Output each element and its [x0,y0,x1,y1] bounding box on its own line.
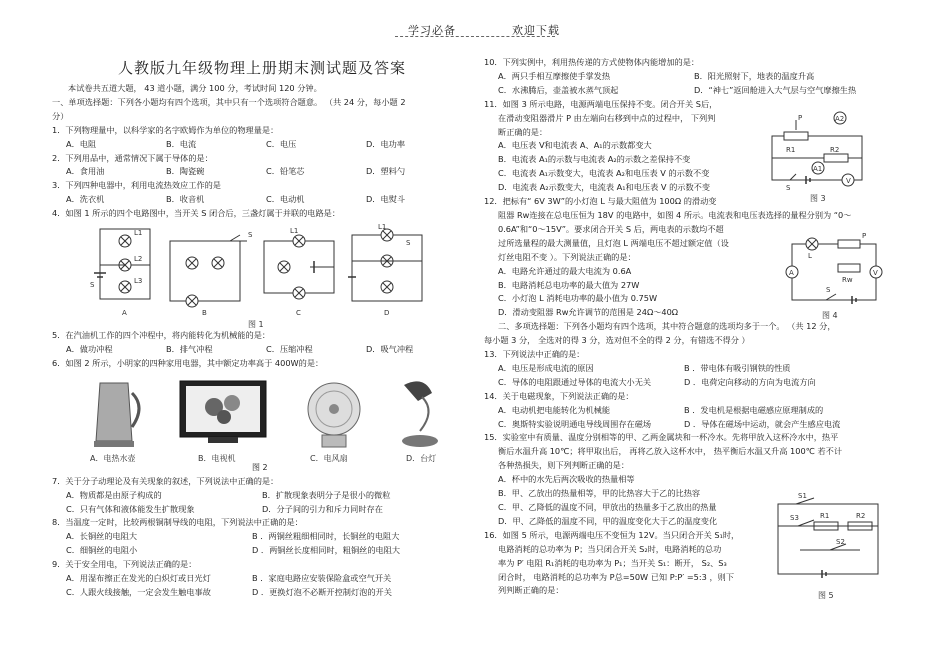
option-b: B．阳光照射下，地表的温度升高 [694,70,815,81]
option-c: C．电动机 [266,194,305,205]
question-15-option-a: A．杯中的水先后两次吸收的热量相等 [498,474,635,485]
page-title: 人教版九年级物理上册期末测试题及答案 [117,59,406,77]
question-11-option-d: D．电流表 A₂示数变大，电流表 A₁和电压表 V 的示数不变 [498,182,711,193]
option-c: C．水沸腾后，壶盖被水蒸气顶起 [498,84,619,95]
question-9-options-ab [52,572,472,586]
option-d: D ．导体在磁场中运动，就会产生感应电流 [684,418,841,429]
label-s1: S1 [798,492,807,500]
option-b: B ．两铜丝粗细相同时，长铜丝的电阻大 [252,531,400,542]
option-b: B ．带电体有吸引钢铁的性质 [684,362,791,373]
label-television: B．电视机 [198,453,236,463]
label-rw: Rw [842,276,853,284]
question-2: 2．下列用品中，通常情况下属于导体的是： [52,152,213,163]
figure-2-appliances [52,371,472,469]
question-13-options-cd [484,376,904,390]
label-s: S [786,184,791,192]
question-12-line-4: 过所选量程的最大测量值，且灯泡 L 两端电压不超过额定值（设 [498,237,729,248]
option-a: A．食用油 [66,166,105,177]
question-11-option-b: B．电流表 A₁的示数与电流表 A₂的示数之差保持不变 [498,154,691,165]
question-10-options-cd [484,84,904,98]
label-r1: R1 [786,146,796,154]
label-s: S [406,239,411,248]
subfigure-label-a: A [122,309,127,318]
label-r2: R2 [856,512,866,520]
question-12-line-3: 0.6A”和“0～15V”。要求闭合开关 S 后，两电表的示数均不超 [498,223,724,234]
label-r1: R1 [820,512,830,520]
label-s: S [826,286,831,294]
question-16-line-1: 16．如图 5 所示，电源两端电压不变恒为 12V。当只闭合开关 S₁时， [484,529,740,540]
question-3-options [52,193,472,207]
label-fan: C．电风扇 [310,453,348,463]
question-7-options-cd [52,503,472,517]
option-d: D．“神七”返回舱进入大气层与空气摩擦生热 [694,84,857,95]
figure-1-caption: 图 1 [248,320,264,330]
question-13: 13．下列说法中正确的是： [484,349,585,360]
question-16-line-3: 率为 P′ 电阻 R₁消耗的电功率为 P₁；当开关 S₁：断开， S₂、S₃ [498,557,727,568]
question-5: 5．在汽油机工作的四个冲程中，将内能转化为机械能的是： [52,330,271,341]
option-c: C．只有气体和液体能发生扩散现象 [66,503,195,514]
television-icon [180,381,266,443]
figure-1-circuits [52,221,472,329]
option-d: D．吸气冲程 [366,343,414,354]
option-c: C．导体的电阻跟通过导体的电流大小无关 [498,376,652,387]
question-15-line-3: 各种热损失，则下列判断正确的是： [498,460,630,471]
desk-lamp-icon [402,381,438,447]
label-s2: S2 [836,538,845,546]
question-7-options-ab [52,489,472,503]
question-4: 4．如图 1 所示的四个电路图中，当开关 S 闭合后，三盏灯属于并联的电路是： [52,208,341,219]
option-c: C．细铜丝的电阻小 [66,545,138,556]
option-d: D．分子间的引力和斥力同时存在 [262,503,383,514]
figure-5-circuit [770,488,890,606]
question-14-options-cd [484,418,904,432]
option-d: D ．电荷定向移动的方向为电流方向 [684,376,816,387]
question-15-option-b: B．甲、乙放出的热量相等，甲的比热容大于乙的比热容 [498,488,701,499]
question-1-options [52,138,472,152]
question-11-option-c: C．电流表 A₁示数变大，电流表 A₂和电压表 V 的示数不变 [498,168,710,179]
question-12-line-2: 阻器 Rw连接在总电压恒为 18V 的电路中，如图 4 所示。电流表和电压表选择的量程分别为 “0～ [498,209,852,220]
label-l1: L1 [378,223,387,232]
option-c: C．压缩冲程 [266,343,313,354]
option-c: C．铅笔芯 [266,166,305,177]
question-6: 6．如图 2 所示，小明家的四种家用电器，其中额定功率高于 400W的是： [52,357,324,368]
intro: 本试卷共五道大题， 43 道小题，满分 100 分，考试时间 120 分钟。 [68,83,322,93]
question-9-options-cd [52,586,472,600]
question-11-line-3: 断正确的是： [498,126,548,137]
label-lamp: D．台灯 [406,453,437,463]
option-b: B．扩散现象表明分子是很小的微粒 [262,489,391,500]
figure-5-caption: 图 5 [818,591,834,600]
option-d: D．塑料勺 [366,166,406,177]
question-11-option-a: A．电压表 V和电流表 A、A₁的示数都变大 [498,140,652,151]
question-12-option-a: A．电路允许通过的最大电流为 0.6A [498,265,632,276]
label-s: S [248,231,253,240]
header-left: 学习必备 [408,24,456,37]
question-13-options-ab [484,362,904,376]
option-a: A．洗衣机 [66,194,105,205]
option-a: A．两只手相互摩擦使手掌发热 [498,70,611,81]
question-16-line-4: 闭合时， 电路消耗的总功率为 P总=50W 已知 P:P′ =5:3 ，则下 [498,571,735,582]
label-ammeter: A [789,269,794,277]
option-b: B ．家庭电路应安装保险盒或空气开关 [252,573,392,584]
option-b: B．收音机 [166,194,205,205]
figure-3-caption: 图 3 [810,194,826,203]
question-16-line-5: 列判断正确的是： [498,585,564,596]
option-a: A．做功冲程 [66,343,113,354]
question-12-line-1: 12．把标有“ 6V 3W”的小灯泡 L 与最大阻值为 100Ω 的滑动变 [484,196,717,207]
question-1: 1．下列物理量中，以科学家的名字欧姆作为单位的物理量是： [52,124,279,135]
figure-4-circuit [782,230,892,322]
subfigure-label-b: B [202,309,207,318]
option-a: A．电压是形成电流的原因 [498,362,594,373]
question-12-option-d: D．滑动变阻器 Rw允许调节的范围是 24Ω～40Ω [498,307,679,318]
question-7: 7．关于分子动理论及有关现象的叙述，下列说法中正确的是： [52,475,279,486]
figure-4-caption: 图 4 [822,311,838,320]
question-16-line-2: 电路消耗的总功率为 P；当只闭合开关 S₂时，电路消耗的总功 [498,543,722,554]
question-8: 8．当温度一定时，比较两根铜制导线的电阻，下列说法中正确的是： [52,517,303,528]
question-3: 3．下列四种电器中，利用电流热效应工作的是 [52,180,221,191]
question-14: 14．关于电磁现象，下列说法正确的是： [484,390,634,401]
question-15-option-d: D．甲、乙降低的温度不同，甲的温度变化大于乙的温度变化 [498,515,718,526]
question-10: 10．下列实例中，利用热传递的方式使物体内能增加的是： [484,57,700,67]
kettle-icon [94,383,139,447]
label-ammeter-a1: A1 [813,165,823,173]
left-column [52,58,472,600]
option-a: A．用湿布擦正在发光的白炽灯或日光灯 [66,573,211,584]
label-voltmeter: V [846,177,851,185]
section2-heading: 二、多项选择题：下列各小题均有四个选项，其中符合题意的选项均多于一个。 （共 12 分， [498,321,836,332]
question-10-options-ab [484,70,904,84]
label-l3: L3 [134,277,143,286]
question-15-option-c: C．甲、乙降低的温度不同，甲放出的热量多于乙放出的热量 [498,502,717,512]
section2-heading-cont: 每小题 3 分， 全选对的得 3 分，选对但不全的得 2 分，有错选不得分 ） [484,335,750,346]
option-d: D．电功率 [366,138,406,149]
subfigure-label-c: C [296,309,301,318]
option-b: B ．发电机是根据电磁感应原理制成的 [684,404,824,415]
question-5-options [52,343,472,357]
label-l: L [808,252,812,260]
option-b: B．陶瓷碗 [166,166,205,177]
label-voltmeter: V [873,269,878,277]
label-ammeter-a2: A2 [835,115,845,123]
question-14-options-ab [484,404,904,418]
option-a: A．长铜丝的电阻大 [66,531,138,542]
option-a: A．电动机把电能转化为机械能 [498,404,611,415]
question-12-option-b: B．电路消耗总电功率的最大值为 27W [498,279,640,290]
question-11-line-2: 在滑动变阻器滑片 P 由左端向右移到中点的过程中， 下列判 [498,112,716,123]
header-right: 欢迎下载 [512,24,560,37]
option-a: A．物质都是由原子构成的 [66,489,162,500]
section1-heading-cont: 分） [52,110,69,121]
option-d: D ．两铜丝长度相同时，粗铜丝的电阻大 [252,545,401,556]
label-p: P [798,114,803,122]
figure-2-caption: 图 2 [252,462,268,472]
option-d: D．电熨斗 [366,194,406,205]
section1-heading: 一、单项选择题：下列各小题均有四个选项，其中只有一个选项符合题意。 （共 24 分，每小题 2 [52,96,406,107]
figure-3-circuit [762,108,872,204]
label-l1: L1 [134,229,143,238]
option-a: A．电阻 [66,138,97,149]
question-8-options-ab [52,530,472,544]
electric-fan-icon [308,383,360,447]
option-d: D ．更换灯泡不必断开控制灯泡的开关 [252,586,392,597]
option-c: C．奥斯特实验说明通电导线周围存在磁场 [498,418,652,429]
question-8-options-cd [52,544,472,558]
label-r2: R2 [830,146,840,154]
option-b: B．电流 [166,138,197,149]
label-s: S [90,281,95,290]
header-divider [395,36,555,37]
question-12-option-c: C．小灯泡 L 消耗电功率的最小值为 0.75W [498,293,658,304]
label-s3: S3 [790,514,799,522]
option-c: C．电压 [266,138,297,149]
label-l1: L1 [290,227,299,236]
question-11-line-1: 11．如图 3 所示电路，电源两端电压保持不变。闭合开关 S后， [484,98,718,109]
option-c: C．人跟火线接触，一定会发生触电事故 [66,586,211,597]
label-p: P [862,232,867,240]
question-9: 9．关于安全用电，下列说法正确的是： [52,559,197,570]
question-2-options [52,165,472,179]
label-l2: L2 [134,255,143,264]
question-15-line-1: 15．实验室中有质量、温度分别相等的甲、乙两金属块和一杯冷水。先将甲放入这杯冷水中，热平 [484,432,839,443]
question-12-line-5: 灯丝电阻不变 ）。下列说法正确的是： [498,251,636,262]
subfigure-label-d: D [384,309,390,318]
option-b: B．排气冲程 [166,343,213,354]
question-15-line-2: 衡后水温升高 10℃；将甲取出后， 再将乙放入这杯水中， 热平衡后水温又升高 100℃ 若不计 [498,446,843,457]
label-kettle: A．电热水壶 [90,453,136,463]
